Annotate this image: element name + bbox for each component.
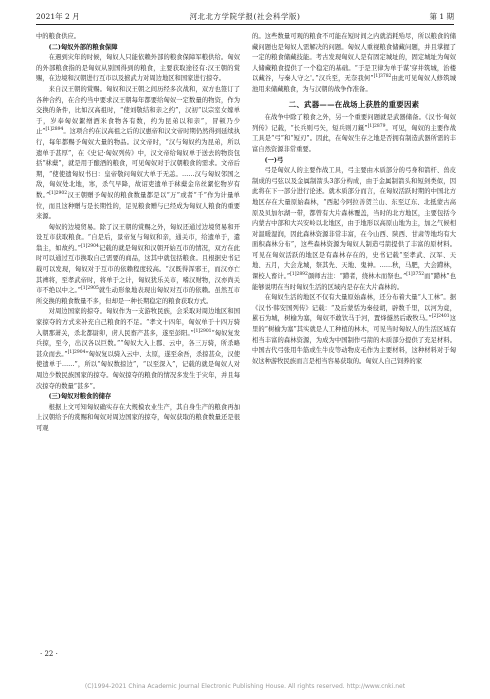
paragraph-text: 颜师古注：“蹛者，绕林木而祭也。” xyxy=(307,273,407,281)
citation: [1]2902 xyxy=(49,190,68,196)
left-column xyxy=(36,32,240,435)
paragraph-text: 的。这些数量可观的粮食不可能在短时间之内就消耗殆尽，所以粮食的储藏问题也是匈奴人需解决的问题。匈奴人重视粮食储藏问题，并且掌握了一定的粮食储藏技能。考古发现匈奴人是有固定城址的，固定城址为匈奴人储藏粮食提供了一个稳定的基础。“于是卫律为单于谋'穿井筑城，治楼以藏谷，与秦人守之'。”汉兵至，无奈我何” xyxy=(252,33,456,83)
citation: [1]2905 xyxy=(81,286,99,292)
paragraph xyxy=(252,293,456,367)
copyright-footer: (C)1994-2021 China Academic Journal Electronic Publishing House. All rights reserved. http://www.cnki.net xyxy=(84,683,406,690)
paragraph-text: “匈奴复以骑入云中、太原，遂至余吾，杀掠甚众，汉使使遗单于……”，所以“匈奴数掠边”，“以至深入”，记载的就是匈奴人对周边少数民族国家的掠夺。匈奴掠夺的粮食的情况多发生于灾年，并且每次掠夺的数量“甚多”。 xyxy=(36,350,240,390)
running-header xyxy=(36,10,454,25)
paragraph: 中的粮食供应。 xyxy=(36,33,81,40)
paragraph-text: 弓是匈奴人的主要作战工具，弓主要由木质部分的弓身和箭杆、兽皮制成的弓弦以及金属制箭头3部分构成，由于金属制箭头和短剑类似，因此将在下一部分进行论述。就木质部分而言，在匈奴活跃时期的中国北方地区存在大量原始森林，“西起今阿拉善贺兰山、东至辽东、北抵蒙古高原及贝加尔湖一带，都曾有大片森林覆盖，当时的北方地区，主要包括今内蒙古中部和大兴安岭以北地区，由于地形以高原山地为主，加之气候相对温暖湿润，因此森林资源非常丰富，在今山西、陕西、甘肃等地均有大面积森林分布”，这些森林资源为匈奴人制造弓箭提供了丰富的原材料。可见在匈奴活跃的地区是有森林存在的，史书记载“至孝武、汉军、天地、五月，大会龙城，祭其先、天地、鬼神。……秋，马肥，大会蹛林，课校人畜计。” xyxy=(252,167,456,281)
paragraph-text: 匈奴的边境贸易。除了汉王朝的赏赐之外，匈奴还通过边境贸易和开设互市获取粮食。“自是后，景帝复与匈奴和亲，通关市，给遗单于，遣翁主，如故约。” xyxy=(36,223,240,252)
subheading-bow: (一)弓 xyxy=(264,156,284,164)
paragraph-text: 对周边国家的掠夺。匈奴作为一支游牧民族，会采取对周边地区和国家掠夺的方式来补充自己粮食的不足。“孝文十四年，匈奴单于十四万骑入朝那萧关，杀北都尉卯，虏人民畜产甚多，遂至彭阳。” xyxy=(36,308,240,337)
paragraph xyxy=(36,223,240,308)
paragraph-text: 就生动形象地表现出匈奴对互市的依赖。虽然互市所交换的粮食数量不多，但却是一种长期稳定的粮食获取方式。 xyxy=(36,287,241,305)
citation: [1]2904 xyxy=(81,243,99,249)
citation: [1]2901 xyxy=(193,328,212,334)
citation: [1]2894 xyxy=(45,127,64,133)
paragraph-text: 在匈奴生活的地区不仅有大量原始森林，还分布着大量“人工林”。据《汉书·韩安国列传》记载：“及后蒙恬为秦侵胡，辟数千里，以河为竟，累石为城，树榆为塞，匈奴不敢饮马于河，置烽燧然后敢牧马。” xyxy=(252,294,456,323)
right-column xyxy=(252,32,456,367)
citation: [1]2904 xyxy=(67,349,86,355)
paragraph-text: 这里的“树榆为塞”其实就是人工种植的林木，可见当时匈奴人的生活区域有相当丰富的森林资源，为成为中国制作弓箭的木质部分提供了充足材料。中国古代弓张用牛筋或生牛皮等动物皮毛作为主要材料，这种材料对于匈奴这种游牧民族而言是相当容易获取的。匈奴人自己饲养的家 xyxy=(252,315,456,365)
paragraph xyxy=(36,307,240,392)
paragraph-text: 。可见，匈奴的主要作战工具是“弓”和“短刃”。因此，在匈奴生存之地是否拥有制造武器所需的丰富自然资源非常重要。 xyxy=(252,124,456,153)
paragraph xyxy=(36,85,240,223)
paragraph-text: 由此可见匈奴人修筑城池用来储藏粮食，为与汉朝的战争作准备。 xyxy=(252,75,457,93)
header-journal-title: 河北北方学院学报(社会科学版) xyxy=(189,12,301,21)
paragraph-text: 来自汉王朝的赏赐。匈奴和汉王朝之间历经多次战和，双方也签订了各种合约，在合约当中要求汉王朝每年都要给匈奴一定数量的物资，作为交换的条件，比如汉高祖时，“使刘敬结和亲之约”，汉初“以宗室女嫁单于，岁奉匈奴絮缯酒米食物各有数，约为昆弟以和亲”，冒顿乃少止” xyxy=(36,85,240,136)
paragraph-text: 在战争中除了粮食之外，另一个重要问题就是武器储备。《汉书·匈奴列传》记载，“长兵则弓矢，短兵则刀鋋” xyxy=(252,114,456,132)
paragraph-text: 而“蹛林”也能够说明在当时匈奴生活的区域内是存在大片森林的。 xyxy=(252,273,456,291)
paragraph xyxy=(252,166,456,293)
page-number: · 22 · xyxy=(40,650,58,658)
paragraph-text: 。这项合约在汉高祖之后的汉惠帝和汉文帝时期仍然得到延续执行，每年都赐予匈奴大量的物品。汉文帝时，“汉与匈奴约为昆弟，所以遗单于甚厚”，在《史记·匈奴列传》中，汉文帝给匈奴单于送去的物资包括“秫蘖”，就是用于酿酒的粮食，可见匈奴对于汉朝粮食的需求。文帝后期，“使使遗匈奴书曰：皇帝敬问匈奴大单于无恙。……汉与匈奴邻国之敌，匈奴处北地，寒，杀气早降，故诏吏遗单于秫蘖金帛丝絮佗物岁有数。” xyxy=(36,128,240,199)
header-date: 2021年 2 月 xyxy=(36,12,80,21)
citation: [1]3752 xyxy=(406,271,425,277)
paragraph-text: 汉王朝赠予匈奴的粮食数量都是以“万”或者“千”作为计量单位，而且这种赠与是长期性的，足见粮食赠与已经成为匈奴人粮食的重要来源。 xyxy=(36,191,240,221)
citation: [1]3782 xyxy=(373,74,392,80)
citation: [2]2401 xyxy=(431,314,450,320)
paragraph-text: 记载的就是匈奴和汉朝开始互市的情况，双方在此时可以通过互市换取自己需要的商品，这其中就包括粮食。且根据史书记载可以发现，匈奴对于互市的依赖程度较高。“汉既得浑邪王，而汉亦亡其裨将，至孝武帝时，将单于之计，匈奴犹乐关市，嗜汉财物，汉亦尚关市不绝以中之。” xyxy=(36,244,241,295)
paragraph: 根据上文可知匈奴确实存在大规模农业生产，其自身生产的粮食再加上汉朝给予的赏赐和匈奴对周边国家的掠夺，匈奴获取的粮食数量还是很可观 xyxy=(36,403,240,432)
header-issue: 第 1 期 xyxy=(429,12,454,21)
subheading-grain-storage: (三)匈奴对粮食的储存 xyxy=(48,393,112,401)
citation: [1]2879 xyxy=(367,123,386,129)
paragraph xyxy=(252,32,456,96)
paragraph xyxy=(252,113,456,155)
paragraph-text: “匈奴复发兵掠，至今，出汉各以巨数。”“匈奴大入上郡、云中，各三万骑，所杀略甚众而去。” xyxy=(36,329,240,358)
paragraph: 在遇到灾年的时候，匈奴人只能依赖外部的粮食保障军粮供给。匈奴的外部粮食指的是匈奴从别国得到的粮食，主要获取途径有:汉王朝的赏赐，在边境和汉朝进行互市以及掳武力对周边地区和国家进行掠夺。 xyxy=(36,54,240,83)
section-heading-weapons: 二、武器——在战场上获胜的重要因素 xyxy=(288,99,420,109)
citation: [1]2892 xyxy=(290,271,308,277)
subheading-external-grain: (二)匈奴外部的粮食保障 xyxy=(48,43,118,51)
